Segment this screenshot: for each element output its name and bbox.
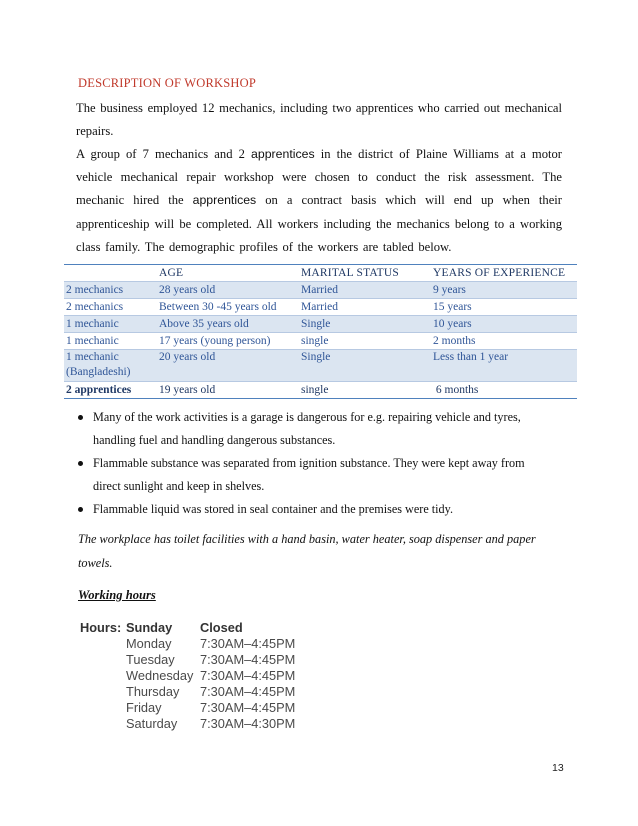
- table-row: [64, 349, 577, 381]
- spacer: [80, 668, 126, 684]
- schedule-row-saturday: [80, 716, 295, 732]
- schedule-day: Wednesday: [126, 668, 194, 683]
- list-item: [78, 406, 548, 452]
- table-cell: Less than 1 year: [433, 351, 509, 363]
- table-cell: Single: [301, 318, 331, 330]
- list-item-text: Many of the work activities is a garage is dangerous for e.g. repairing vehicle and tyres, handling fuel and handling dangerous substances.: [93, 410, 521, 447]
- schedule-row-thursday: [80, 684, 295, 700]
- spacer: [80, 700, 126, 716]
- schedule-row-monday: [80, 636, 295, 652]
- table-cell: 10 years: [433, 318, 472, 330]
- schedule-time: 7:30AM–4:45PM: [200, 636, 296, 651]
- spacer: [80, 652, 126, 668]
- table-cell: Married: [301, 284, 339, 296]
- header-cell: [64, 265, 157, 281]
- header-cell-marital-status: MARITAL STATUS: [301, 267, 399, 279]
- bullet-icon: [78, 507, 83, 512]
- schedule-time: 7:30AM–4:45PM: [200, 652, 296, 667]
- table-cell: 19 years old: [159, 384, 216, 396]
- schedule-day: Saturday: [126, 716, 178, 731]
- table-cell: 1 mechanic: [66, 335, 119, 347]
- section-heading: DESCRIPTION OF WORKSHOP: [78, 76, 257, 90]
- schedule-row-wednesday: [80, 668, 295, 684]
- table-cell: 2 mechanics: [66, 301, 124, 313]
- schedule-row-sunday: [80, 620, 295, 636]
- schedule-day: Sunday: [126, 620, 173, 635]
- table-row: [64, 281, 577, 298]
- table-row: [64, 315, 577, 332]
- para2-text-1: A group of 7 mechanics and 2: [76, 147, 252, 161]
- table-row: [64, 381, 577, 398]
- table-cell: 17 years (young person): [159, 335, 271, 347]
- para2-text-3: on a contract basis which will end up when their apprenticeship will be completed. All workers including the mechanics belong to a working class family. The demographic profiles of the workers are tabled below.: [76, 193, 562, 254]
- table-cell: 20 years old: [159, 351, 216, 363]
- hazard-list: [78, 406, 548, 521]
- schedule-day: Thursday: [126, 684, 180, 699]
- hours-label: Hours:: [80, 620, 122, 635]
- working-hours-title: Working hours: [78, 588, 156, 602]
- list-item-text: Flammable liquid was stored in seal container and the premises were tidy.: [93, 502, 453, 516]
- para2-text-2: in the district of Plaine Williams at a motor vehicle mechanical repair workshop were chosen to conduct the risk assessment. The mechanic hired the: [76, 147, 562, 208]
- schedule-row-friday: [80, 700, 295, 716]
- table-cell: single: [301, 384, 329, 396]
- table-cell: 1 mechanic: [66, 318, 119, 330]
- header-cell-age: AGE: [159, 267, 184, 279]
- table-cell: 2 months: [433, 335, 476, 347]
- para2-apprentices-1: apprentices: [251, 147, 315, 161]
- table-cell: Above 35 years old: [159, 318, 249, 330]
- schedule-time: 7:30AM–4:45PM: [200, 700, 296, 715]
- paragraph-risk-assessment: [76, 143, 562, 259]
- schedule-time: 7:30AM–4:45PM: [200, 684, 296, 699]
- spacer: [80, 684, 126, 700]
- page-number: 13: [552, 762, 564, 774]
- spacer: [80, 716, 126, 732]
- table-cell: Single: [301, 351, 331, 363]
- bullet-icon: [78, 415, 83, 420]
- paragraph-employees: The business employed 12 mechanics, including two apprentices who carried out mechanical repairs.: [76, 101, 562, 139]
- table-cell: 2 apprentices: [66, 384, 132, 396]
- demographics-table: [64, 264, 577, 399]
- table-cell: 2 mechanics: [66, 284, 124, 296]
- bullet-icon: [78, 461, 83, 466]
- table-row: [64, 332, 577, 349]
- schedule-day: Tuesday: [126, 652, 175, 667]
- schedule-day: Monday: [126, 636, 172, 651]
- table-header-row: [64, 265, 577, 281]
- table-cell: 15 years: [433, 301, 472, 313]
- table-cell: single: [301, 335, 329, 347]
- schedule-time: Closed: [200, 620, 243, 635]
- para2-apprentices-2: apprentices: [192, 193, 257, 208]
- list-item: [78, 452, 548, 498]
- table-cell: 1 mechanic (Bangladeshi): [66, 351, 131, 378]
- table-cell: 9 years: [433, 284, 466, 296]
- table-cell: Married: [301, 301, 339, 313]
- table-row: [64, 298, 577, 315]
- schedule-time: 7:30AM–4:30PM: [200, 716, 296, 731]
- header-cell-experience: YEARS OF EXPERIENCE: [433, 267, 566, 279]
- table-cell: 6 months: [433, 384, 479, 396]
- schedule-row-tuesday: [80, 652, 295, 668]
- schedule-time: 7:30AM–4:45PM: [200, 668, 296, 683]
- spacer: [80, 636, 126, 652]
- table-cell: 28 years old: [159, 284, 216, 296]
- working-hours-schedule: [80, 620, 295, 732]
- list-item-text: Flammable substance was separated from ignition substance. They were kept away from direct sunlight and keep in shelves.: [93, 456, 525, 493]
- table-cell: Between 30 -45 years old: [159, 301, 277, 313]
- schedule-day: Friday: [126, 700, 162, 715]
- list-item: [78, 498, 548, 521]
- facilities-note: The workplace has toilet facilities with a hand basin, water heater, soap dispenser and paper towels.: [78, 532, 536, 570]
